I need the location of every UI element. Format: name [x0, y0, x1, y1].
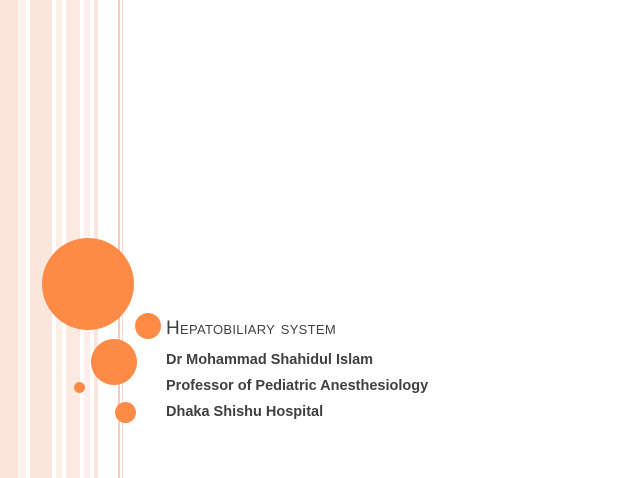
decorative-circle-small: [115, 402, 136, 423]
decorative-circle-medium: [91, 339, 137, 385]
decorative-stripe: [30, 0, 52, 478]
decorative-circle-tiny: [74, 382, 85, 393]
presenter-institution: Dhaka Shishu Hospital: [166, 404, 324, 420]
presenter-name: Dr Mohammad Shahidul Islam: [166, 352, 374, 368]
decorative-circle-small: [135, 313, 161, 339]
decorative-stripe: [18, 0, 26, 478]
presenter-position: Professor of Pediatric Anesthesiology: [166, 378, 429, 394]
decorative-circle-large: [42, 238, 134, 330]
decorative-stripe: [56, 0, 62, 478]
slide-title: Hepatobiliary system: [166, 318, 336, 339]
decorative-stripe: [0, 0, 18, 478]
